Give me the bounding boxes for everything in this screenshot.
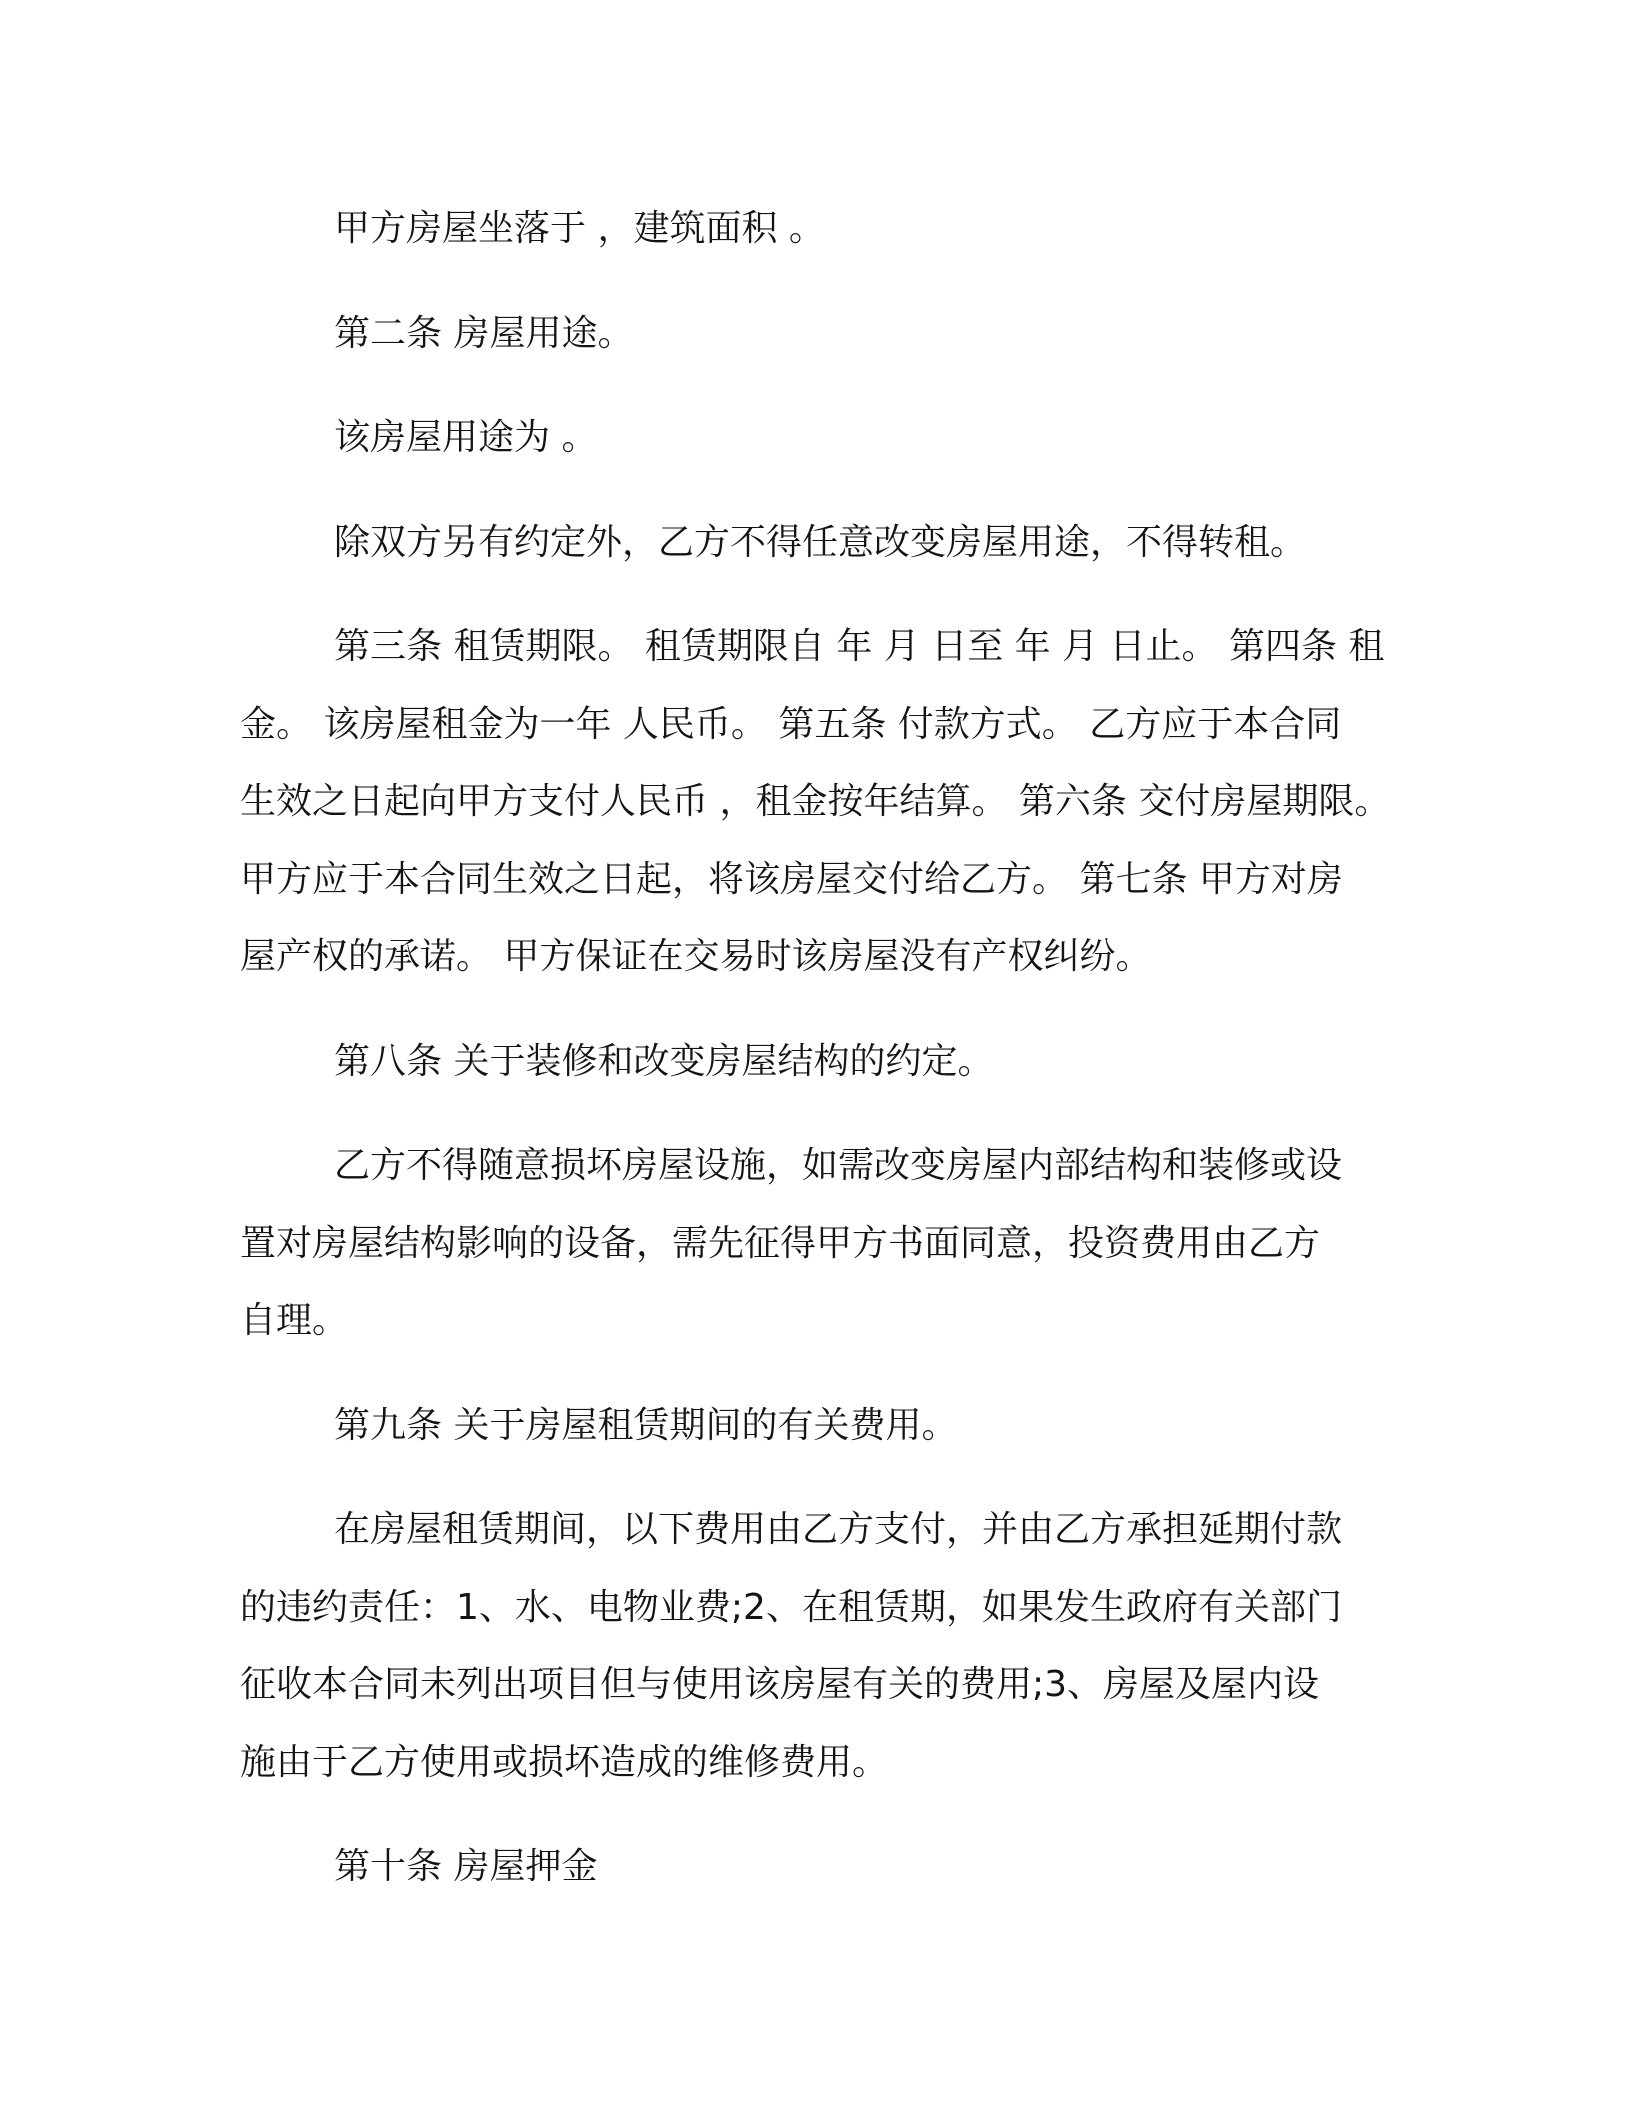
text-line: 该房屋用途为 。 xyxy=(334,417,598,458)
text-line: 置对房屋结构影响的设备，需先征得甲方书面同意，投资费用由乙方 xyxy=(240,1222,1321,1264)
text-line: 生效之日起向甲方支付人民币 ，租金按年结算。 第六条 交付房屋期限。 xyxy=(240,781,1391,822)
paragraph-articles-3-7 xyxy=(240,608,1400,996)
paragraph-fees xyxy=(240,1491,1400,1801)
paragraph-location xyxy=(240,190,1400,268)
text-line: 甲方房屋坐落于 ，建筑面积 。 xyxy=(334,208,825,249)
paragraph-article-8-heading xyxy=(240,1023,1400,1101)
paragraph-usage xyxy=(240,399,1400,477)
text-line: 自理。 xyxy=(240,1300,349,1341)
paragraph-article-10-heading xyxy=(240,1828,1400,1906)
text-line: 第九条 关于房屋租赁期间的有关费用。 xyxy=(334,1404,958,1446)
text-line: 第三条 租赁期限。 租赁期限自 年 月 日至 年 月 日止。 第四条 租 xyxy=(334,626,1385,667)
paragraph-no-sublet xyxy=(240,504,1400,582)
text-line: 屋产权的承诺。 甲方保证在交易时该房屋没有产权纠纷。 xyxy=(240,936,1152,977)
text-line: 在房屋租赁期间，以下费用由乙方支付，并由乙方承担延期付款 xyxy=(334,1509,1343,1550)
text-line: 甲方应于本合同生效之日起，将该房屋交付给乙方。 第七条 甲方对房 xyxy=(240,858,1343,900)
text-line: 第八条 关于装修和改变房屋结构的约定。 xyxy=(334,1040,994,1082)
text-line: 乙方不得随意损坏房屋设施，如需改变房屋内部结构和装修或设 xyxy=(334,1145,1343,1186)
text-line: 第十条 房屋押金 xyxy=(334,1846,598,1887)
document-page xyxy=(240,190,1400,1906)
paragraph-renovation xyxy=(240,1127,1400,1360)
text-line: 施由于乙方使用或损坏造成的维修费用。 xyxy=(240,1741,889,1783)
text-line: 的违约责任：1、水、电物业费;2、在租赁期，如果发生政府有关部门 xyxy=(240,1586,1342,1628)
paragraph-article-9-heading xyxy=(240,1387,1400,1465)
text-line: 除双方另有约定外，乙方不得任意改变房屋用途，不得转租。 xyxy=(334,521,1307,563)
paragraph-article-2-heading xyxy=(240,295,1400,373)
text-line: 金。 该房屋租金为一年 人民币。 第五条 付款方式。 乙方应于本合同 xyxy=(240,703,1342,745)
text-line: 征收本合同未列出项目但与使用该房屋有关的费用;3、房屋及屋内设 xyxy=(240,1664,1320,1705)
text-line: 第二条 房屋用途。 xyxy=(334,312,634,354)
